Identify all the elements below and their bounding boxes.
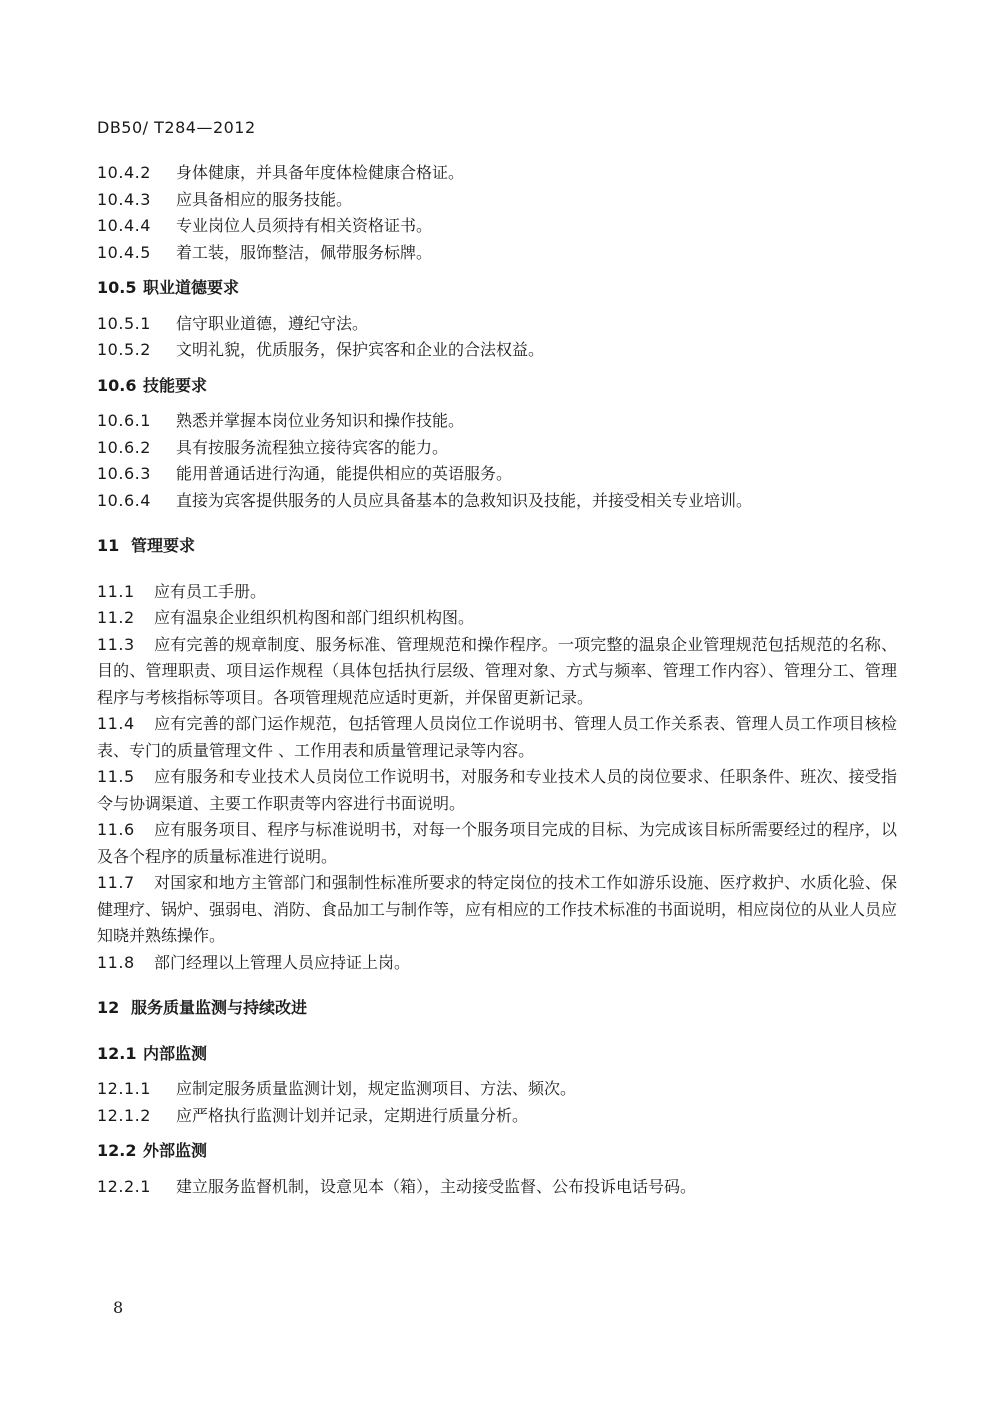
clause-10-4-3 — [97, 187, 897, 214]
section-heading-12-1 — [97, 1041, 897, 1068]
clause-text: 应有完善的规章制度、服务标准、管理规范和操作程序。一项完整的温泉企业管理规范包括规范的名称、目的、管理职责、项目运作规程（具体包括执行层级、管理对象、方式与频率、管理工作内容）、管理分工、管理程序与考核指标等项目。各项管理规范应适时更新，并保留更新记录。 — [97, 634, 897, 707]
clause-text: 部门经理以上管理人员应持证上岗。 — [154, 952, 411, 972]
section-heading-10-5 — [97, 275, 897, 302]
clause-10-4-4 — [97, 213, 897, 240]
clause-number: 10.4.4 — [97, 216, 151, 235]
clause-number: 11.1 — [97, 581, 135, 601]
clause-number: 11.7 — [97, 873, 135, 892]
heading-number: 10.6 — [97, 375, 137, 395]
clause-number: 10.4.3 — [97, 189, 151, 209]
clause-number: 11.4 — [97, 714, 135, 733]
clause-number: 12.1.2 — [97, 1105, 151, 1125]
clause-11-8 — [97, 950, 897, 977]
clause-number: 10.6.2 — [97, 437, 151, 457]
section-heading-12-2 — [97, 1138, 897, 1165]
clause-10-6-1 — [97, 408, 897, 435]
clause-12-1-2 — [97, 1103, 897, 1130]
clause-text: 应具备相应的服务技能。 — [176, 189, 353, 209]
clause-10-5-1 — [97, 311, 897, 338]
clause-number: 12.2.1 — [97, 1176, 151, 1196]
clause-number: 12.1.1 — [97, 1079, 151, 1098]
heading-title: 内部监测 — [143, 1043, 208, 1063]
clause-text: 直接为宾客提供服务的人员应具备基本的急救知识及技能，并接受相关专业培训。 — [176, 490, 753, 510]
clause-text: 专业岗位人员须持有相关资格证书。 — [176, 216, 433, 235]
heading-number: 12.1 — [97, 1043, 137, 1063]
clause-12-2-1 — [97, 1174, 897, 1201]
clause-text: 应有服务和专业技术人员岗位工作说明书，对服务和专业技术人员的岗位要求、任职条件、班次、接受指令与协调渠道、主要工作职责等内容进行书面说明。 — [97, 767, 897, 813]
page-number: 8 — [113, 1298, 124, 1317]
clause-text: 应有员工手册。 — [154, 581, 267, 601]
heading-number: 12 — [97, 998, 120, 1017]
clause-text: 身体健康，并具备年度体检健康合格证。 — [176, 163, 465, 182]
section-heading-10-6 — [97, 373, 897, 400]
clause-text: 应有温泉企业组织机构图和部门组织机构图。 — [154, 608, 475, 627]
document-body — [97, 160, 897, 1200]
clause-10-6-3 — [97, 461, 897, 488]
clause-number: 10.6.3 — [97, 464, 151, 483]
clause-11-2 — [97, 605, 897, 632]
clause-10-6-2 — [97, 435, 897, 462]
clause-11-7 — [97, 870, 897, 950]
clause-text: 着工装，服饰整洁，佩带服务标牌。 — [176, 242, 433, 262]
heading-title: 外部监测 — [143, 1141, 208, 1160]
clause-11-5 — [97, 764, 897, 817]
clause-11-6 — [97, 817, 897, 870]
clause-text: 文明礼貌，优质服务，保护宾客和企业的合法权益。 — [176, 340, 545, 359]
heading-title: 技能要求 — [143, 375, 208, 395]
heading-title: 服务质量监测与持续改进 — [131, 998, 308, 1017]
clause-text: 建立服务监督机制，设意见本（箱），主动接受监督、公布投诉电话号码。 — [176, 1176, 697, 1196]
clause-12-1-1 — [97, 1076, 897, 1103]
clause-10-6-4 — [97, 488, 897, 515]
clause-number: 10.4.5 — [97, 242, 151, 262]
document-code-header: DB50/ T284—2012 — [97, 118, 256, 137]
clause-10-4-2 — [97, 160, 897, 187]
clause-11-3 — [97, 632, 897, 712]
chapter-heading-12 — [97, 995, 897, 1022]
clause-10-5-2 — [97, 337, 897, 364]
clause-number: 11.6 — [97, 820, 135, 839]
heading-title: 管理要求 — [131, 536, 196, 555]
clause-text: 应严格执行监测计划并记录，定期进行质量分析。 — [176, 1105, 529, 1125]
clause-number: 11.8 — [97, 952, 135, 972]
clause-number: 10.6.4 — [97, 490, 151, 510]
clause-number: 11.5 — [97, 767, 135, 786]
clause-text: 信守职业道德，遵纪守法。 — [176, 313, 369, 333]
clause-number: 10.6.1 — [97, 411, 151, 430]
clause-text: 应制定服务质量监测计划，规定监测项目、方法、频次。 — [176, 1079, 577, 1098]
heading-number: 12.2 — [97, 1141, 137, 1160]
clause-text: 能用普通话进行沟通，能提供相应的英语服务。 — [176, 464, 513, 483]
clause-number: 10.5.1 — [97, 313, 151, 333]
clause-text: 熟悉并掌握本岗位业务知识和操作技能。 — [176, 411, 465, 430]
clause-text: 应有服务项目、程序与标准说明书，对每一个服务项目完成的目标、为完成该目标所需要经过的程序，以及各个程序的质量标准进行说明。 — [97, 820, 897, 866]
clause-text: 具有按服务流程独立接待宾客的能力。 — [176, 437, 449, 457]
clause-number: 10.4.2 — [97, 163, 151, 182]
clause-11-1 — [97, 579, 897, 606]
clause-10-4-5 — [97, 240, 897, 267]
heading-number: 11 — [97, 536, 120, 555]
clause-number: 11.3 — [97, 634, 135, 654]
clause-11-4 — [97, 711, 897, 764]
heading-title: 职业道德要求 — [143, 278, 240, 297]
chapter-heading-11 — [97, 533, 897, 560]
clause-text: 对国家和地方主管部门和强制性标准所要求的特定岗位的技术工作如游乐设施、医疗救护、水质化验、保健理疗、锅炉、强弱电、消防、食品加工与制作等，应有相应的工作技术标准的书面说明，相应岗位的从业人员应知晓并熟练操作。 — [97, 873, 898, 945]
heading-number: 10.5 — [97, 278, 137, 297]
clause-text: 应有完善的部门运作规范，包括管理人员岗位工作说明书、管理人员工作关系表、管理人员工作项目核检表、专门的质量管理文件 、工作用表和质量管理记录等内容。 — [97, 714, 897, 760]
clause-number: 11.2 — [97, 608, 135, 627]
clause-number: 10.5.2 — [97, 340, 151, 359]
